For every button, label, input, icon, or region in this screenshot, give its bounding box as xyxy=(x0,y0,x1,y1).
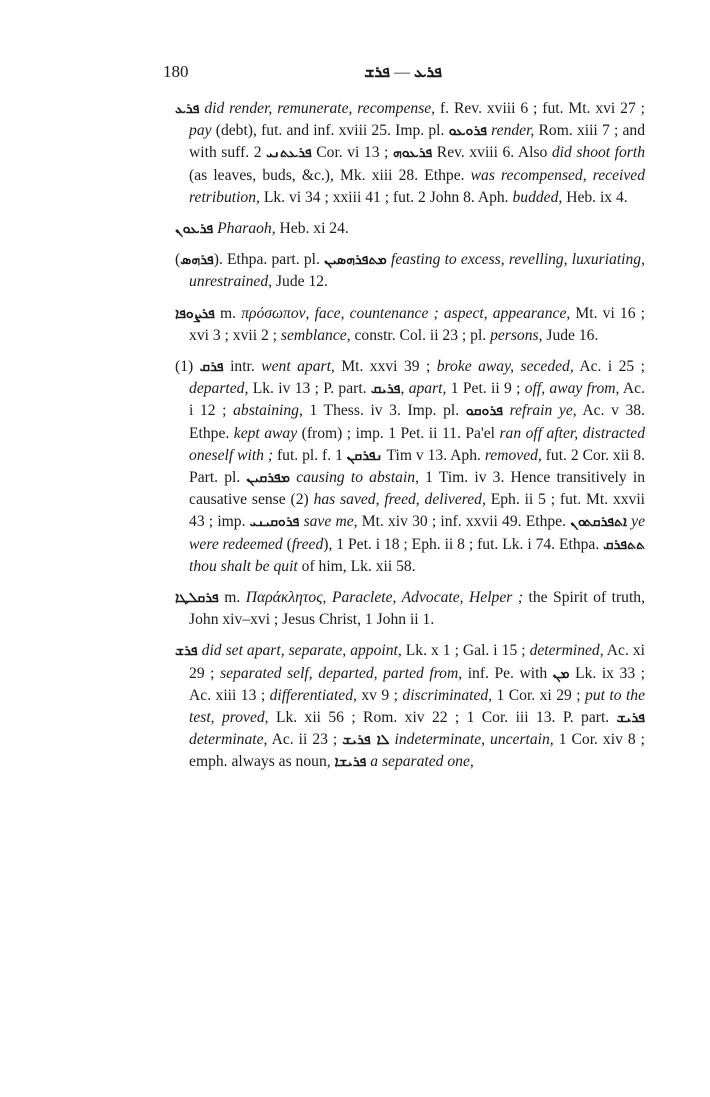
gloss-italic: put to the test, proved, xyxy=(189,686,645,727)
gloss-italic: indeterminate, uncertain, xyxy=(394,731,554,749)
entry-text: Lk. ix 33 ; Ac. xiii 13 ; xyxy=(189,664,645,704)
gloss-italic: did render, remunerate, recompense, xyxy=(204,100,436,117)
gloss-italic: did set apart, separate, appoint, xyxy=(201,642,402,660)
gloss-italic: discriminated, xyxy=(402,686,493,704)
syriac-word: ܦܪܗܣ xyxy=(180,252,214,269)
gloss-italic: broke away, seceded, xyxy=(436,358,574,376)
dictionary-entry xyxy=(175,640,645,773)
gloss-italic: Paraclete, Advocate, Helper ; xyxy=(331,589,524,607)
entry-text: Ac. i 12 ; xyxy=(189,380,645,420)
gloss-italic: departed, xyxy=(189,380,249,398)
gloss-italic: persons, xyxy=(490,326,543,344)
syriac-word: ܦܪܘܩܘ xyxy=(465,403,503,420)
syriac-word: ܬܬܦܪܩ xyxy=(603,536,646,553)
entry-text: xv 9 ; xyxy=(356,686,403,704)
entry-text: Lk. iv 13 ; P. part. xyxy=(248,380,371,398)
entry-text: 1 Cor. xi 29 ; xyxy=(492,686,586,704)
gloss-italic: has saved, freed, delivered, xyxy=(313,491,486,509)
syriac-word: ܠܐ ܦܪܝܫ xyxy=(342,732,390,749)
gloss-italic: removed, xyxy=(484,446,542,464)
entry-text: Rev. xviii 6. Also xyxy=(432,144,552,162)
dictionary-entry xyxy=(175,218,645,240)
greek-word: πρόσωπον, xyxy=(241,304,310,322)
entry-text: fut. pl. f. xyxy=(273,446,336,464)
entry-text: Eph. ii 5 ; fut. Mt. xxvii 43 ; imp. xyxy=(189,491,646,531)
syriac-word: ܦܪܘܥܘ xyxy=(448,123,487,140)
gloss-italic: was recompensed, received retribution, xyxy=(189,166,645,206)
entry-text: (1) intr. xyxy=(175,358,262,376)
running-head-separator: — xyxy=(389,64,414,81)
entry-text: Mt. xiv 30 ; inf. xxvii 49. Ethpe. xyxy=(357,513,571,531)
gloss-italic: causing to abstain, xyxy=(296,469,419,487)
syriac-word: ܦܪܝܫ xyxy=(616,710,645,727)
dictionary-entry xyxy=(175,249,645,293)
running-head xyxy=(163,62,643,82)
entry-text: f. Rev. xviii 6 ; fut. Mt. xvi 27 ; xyxy=(435,100,645,117)
gloss-italic: separated self, departed, parted from, xyxy=(220,664,463,682)
syriac-word: ܦܪܘܩܝܢܝ xyxy=(249,514,300,531)
gloss-italic: render, xyxy=(491,122,535,140)
entry-text: 1 Thess. iv 3. Imp. pl. xyxy=(302,402,466,420)
entry-text: Ac. v 38. Ethpe. xyxy=(189,402,645,442)
syriac-word: ܦܪܥܬܢܝ xyxy=(266,145,312,162)
page-number: 180 xyxy=(163,62,189,81)
entry-text: Lk. x 1 ; Gal. i 15 ; xyxy=(401,642,530,660)
gloss-italic: save me, xyxy=(303,513,358,531)
entry-text: 1 Cor. xiv 8 ; emph. always as noun, xyxy=(189,731,645,771)
gloss-italic: ye were redeemed xyxy=(189,513,646,553)
syriac-word: ܢܦܪܩܢ xyxy=(346,447,383,464)
entry-text: , xyxy=(400,380,409,398)
gloss-italic: did shoot forth xyxy=(551,144,646,162)
gloss-italic: went apart, xyxy=(261,358,335,376)
gloss-italic: apart, xyxy=(408,380,447,398)
gloss-italic: thou shalt be quit xyxy=(189,557,298,575)
entry-text: Mt. vi 16 ; xvi 3 ; xvii 2 ; xyxy=(189,304,645,344)
entry-text: Heb. ix 4. xyxy=(562,188,628,206)
gloss-italic: kept away xyxy=(233,424,298,442)
entry-text: inf. Pe. with xyxy=(462,664,553,682)
entry-text: 1 Tim. iv 3. Hence transitively in causative sense (2) xyxy=(189,469,645,509)
running-head-left: ܦܪܥ xyxy=(413,62,442,81)
entry-text: (debt), fut. and inf. xviii 25. Imp. pl. xyxy=(211,122,449,140)
entry-text: Ac. xi 29 ; xyxy=(189,642,645,682)
gloss-italic: a separated one, xyxy=(370,753,474,771)
entry-text: Lk. vi 34 ; xxiii 41 ; fut. 2 John 8. Aph. xyxy=(259,188,513,206)
entry-text: (as leaves, buds, &c.), Mk. xiii 28. Ethpe. xyxy=(189,166,471,184)
syriac-word: ܡܦܪܩܝܢ xyxy=(246,470,291,487)
entry-text: Rom. xiii 7 ; and with suff. xyxy=(189,122,645,162)
entry-text: ( xyxy=(175,251,181,269)
syriac-word: ܦܪܫ xyxy=(175,643,198,660)
dictionary-entry xyxy=(175,98,645,209)
entry-text: Jude 16. xyxy=(542,326,599,344)
syriac-word: ܡܢ xyxy=(552,665,570,682)
syriac-word: ܐܬܦܪܩܬܘܢ xyxy=(570,514,627,531)
entry-text xyxy=(503,402,510,419)
gloss-italic: budded, xyxy=(512,188,563,206)
dictionary-entries xyxy=(175,98,645,783)
gloss-italic: off, away from, xyxy=(524,380,620,398)
entry-text: 1 Tim v 13. Aph. xyxy=(335,446,485,464)
entry-text: (from) ; imp. 1 Pet. ii 11. Pa'el xyxy=(297,424,500,442)
entry-text: constr. Col. ii 23 ; pl. xyxy=(350,326,491,344)
gloss-italic: semblance, xyxy=(280,326,351,344)
syriac-word: ܦܪܩ xyxy=(199,359,224,376)
gloss-italic: abstaining, xyxy=(233,402,303,420)
dictionary-entry xyxy=(175,356,645,578)
greek-word: Παράκλητος, xyxy=(245,589,327,607)
entry-text: Mt. xxvi 39 ; xyxy=(334,358,437,376)
syriac-word: ܦܪܝܩ xyxy=(370,381,401,398)
running-head-right: ܦܪܫ xyxy=(364,62,390,81)
entry-text: of him, Lk. xii 58. xyxy=(297,557,416,575)
syriac-word: ܦܪܝܫܐ xyxy=(334,754,367,771)
entry-text: ). Ethpa. part. pl. xyxy=(213,251,325,269)
entry-text: 1 Pet. ii 9 ; xyxy=(446,380,525,398)
entry-text: fut. 2 Cor. xii 8. Part. pl. xyxy=(189,446,645,487)
syriac-word: ܦܪܩܠܛܐ xyxy=(175,590,219,607)
gloss-italic: Pharaoh, xyxy=(217,220,276,238)
gloss-italic: face, countenance ; aspect, appearance, xyxy=(309,304,571,322)
page-header xyxy=(163,62,643,88)
entry-text: the Spirit of truth, John xiv–xvi ; Jesus Christ, 1 John ii 1. xyxy=(189,589,645,629)
syriac-word: ܦܪܥܘܗ xyxy=(392,145,433,162)
entry-text: Ac. ii 23 ; xyxy=(267,731,343,749)
gloss-italic: differentiated, xyxy=(269,686,357,704)
entry-text: 2 Cor. vi 13 ; xyxy=(253,144,393,162)
syriac-word: ܦܪܥܘܢ xyxy=(175,221,214,238)
gloss-italic: determinate, xyxy=(189,731,268,749)
gloss-italic: feasting to excess, revelling, luxuriating, unrestrained, xyxy=(189,251,645,291)
entry-text: Lk. xii 56 ; Rom. xiv 22 ; 1 Cor. iii 13. P. part. xyxy=(268,709,617,727)
entry-text: Ac. i 25 ; xyxy=(573,358,645,376)
entry-text: m. xyxy=(214,304,242,322)
gloss-italic: freed xyxy=(291,535,324,553)
entry-text: Heb. xi 24. xyxy=(275,220,349,238)
entry-text: ( xyxy=(282,535,292,553)
gloss-italic: pay xyxy=(189,122,212,140)
gloss-italic: determined, xyxy=(529,642,604,660)
entry-text: Jude 12. xyxy=(272,273,328,291)
syriac-word: ܡܬܦܪܗܣܝܢ xyxy=(324,252,387,269)
entry-text: ), 1 Pet. i 18 ; Eph. ii 8 ; fut. Lk. i 74. Ethpa. xyxy=(323,535,604,553)
syriac-word: ܦܪܨܘܦܐ xyxy=(175,305,215,322)
dictionary-entry xyxy=(175,587,645,631)
syriac-word: ܦܪܥ xyxy=(175,101,200,117)
gloss-italic: refrain ye, xyxy=(509,402,577,420)
gloss-italic: ran off after, distracted oneself with ; xyxy=(189,424,646,464)
dictionary-entry xyxy=(175,303,645,347)
entry-text: m. xyxy=(218,589,246,607)
